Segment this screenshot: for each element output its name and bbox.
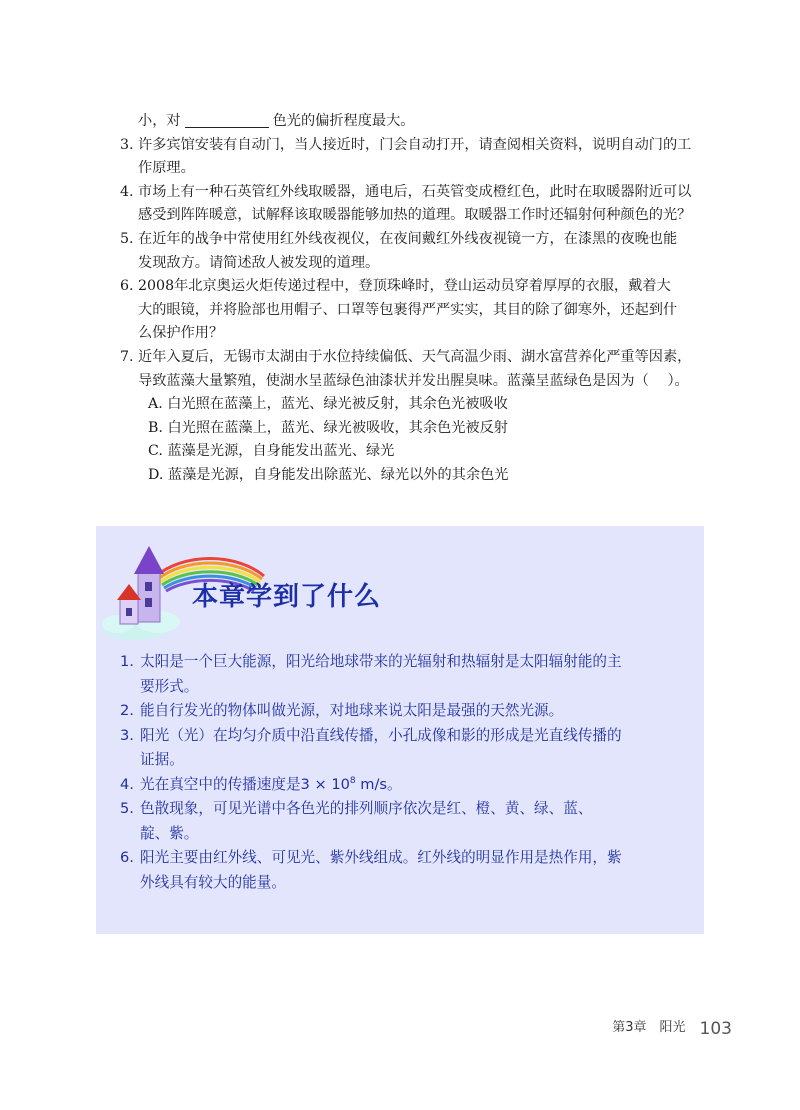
question-3: 3. 许多宾馆安装有自动门，当人接近时，门会自动打开，请查阅相关资料，说明自动门的工 作原理。 xyxy=(120,136,692,177)
option-a[interactable]: A. 白光照在蓝藻上，蓝光、绿光被反射，其余色光被吸收 xyxy=(148,396,508,413)
summary-item-4: 4. 光在真空中的传播速度是$3 \times 10^8$ m/s。 xyxy=(120,775,402,793)
question-7: 7. 近年入夏后，无锡市太湖由于水位持续偏低、天气高温少雨、湖水富营养化严重等因素， 导致蓝藻大量繁殖，使湖水呈蓝绿色油漆状并发出腥臭味。蓝藻呈蓝绿色是因为（ ）。 A. 白光照在蓝藻上，蓝光、绿光被反射，其余色光被吸收 B. 白光照在蓝藻上，蓝光、绿光被吸收，其余色光被反射 C. 蓝藻是光源，自身能发出蓝光、绿光 D. 蓝藻是光源，自身能发出除蓝光、绿光以外的其余色光 xyxy=(120,346,720,488)
answer-blank[interactable] xyxy=(185,111,269,128)
summary-item-2: 2. 能自行发光的物体叫做光源，对地球来说太阳是最强的天然光源。 xyxy=(120,702,564,719)
summary-item-3: 3. 阳光（光）在均匀介质中沿直线传播，小孔成像和影的形成是光直线传播的 证据。 xyxy=(120,726,622,768)
page-number: 103 xyxy=(699,1019,732,1039)
summary-list xyxy=(120,650,690,895)
exercise-list xyxy=(120,110,720,488)
question-5: 5. 在近年的战争中常使用红外线夜视仪，在夜间戴红外线夜视镜一方，在漆黑的夜晚也能 发现敌方。请简述敌人被发现的道理。 xyxy=(120,230,678,271)
chapter-label: 第3章 阳光 xyxy=(612,1020,686,1035)
page-footer xyxy=(612,1016,732,1039)
summary-item-1: 1. 太阳是一个巨大能源，阳光给地球带来的光辐射和热辐射是太阳辐射能的主 要形式。 xyxy=(120,653,622,695)
summary-item-6: 6. 阳光主要由红外线、可见光、紫外线组成。红外线的明显作用是热作用，紫 外线具有较大的能量。 xyxy=(120,849,622,891)
option-d[interactable]: D. 蓝藻是光源，自身能发出除蓝光、绿光以外的其余色光 xyxy=(148,466,509,483)
summary-item-5: 5. 色散现象，可见光谱中各色光的排列顺序依次是红、橙、黄、绿、蓝、 靛、紫。 xyxy=(120,800,593,842)
question-4: 4. 市场上有一种石英管红外线取暖器，通电后，石英管变成橙红色，此时在取暖器附近可以 感受到阵阵暖意，试解释该取暖器能够加热的道理。取暖器工作时还辐射何种颜色的光？ xyxy=(120,183,692,224)
question-7-options xyxy=(120,393,720,487)
question-2-continuation: 小，对 色光的偏折程度最大。 xyxy=(138,113,415,129)
option-c[interactable]: C. 蓝藻是光源，自身能发出蓝光、绿光 xyxy=(148,443,395,460)
question-6: 6. 2008年北京奥运火炬传递过程中，登顶珠峰时，登山运动员穿着厚厚的衣服，戴着大 大的眼镜，并将脸部也用帽子、口罩等包裹得严严实实，其目的除了御寒外，还起到什 么保护作用？ xyxy=(120,278,678,342)
option-b[interactable]: B. 白光照在蓝藻上，蓝光、绿光被吸收，其余色光被反射 xyxy=(148,419,508,436)
summary-title: 本章学到了什么 xyxy=(192,582,382,612)
